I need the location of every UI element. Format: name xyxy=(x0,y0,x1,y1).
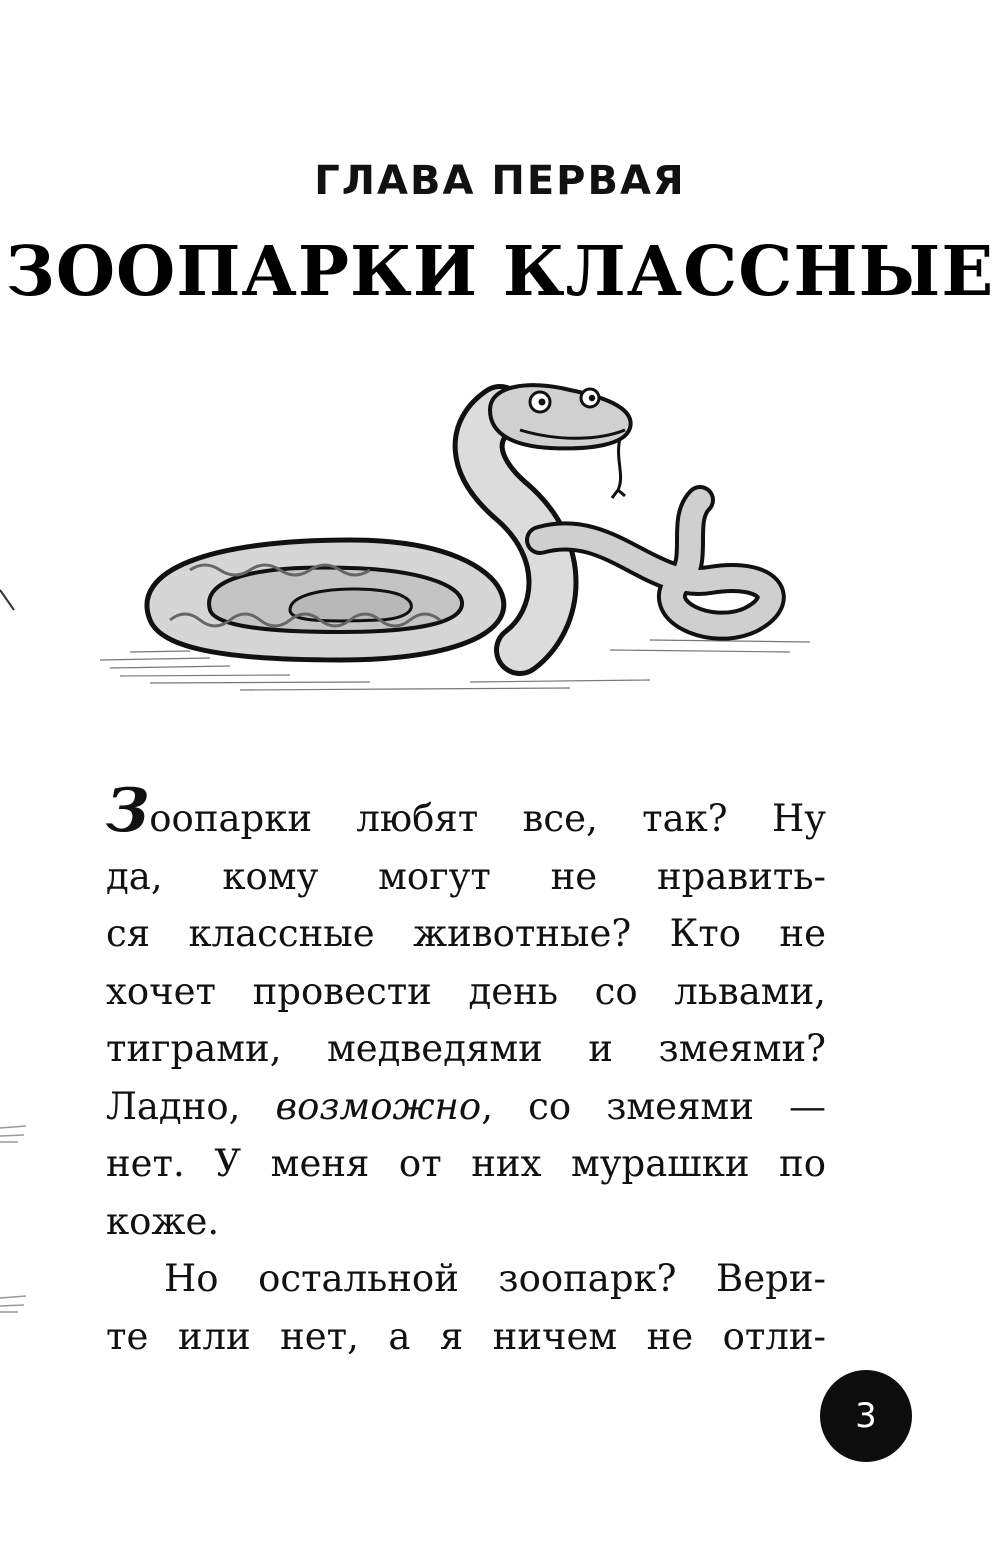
edge-mark xyxy=(0,580,20,620)
text-line: те или нет, а я ничем не отли- xyxy=(106,1314,826,1358)
chapter-label: ГЛАВА ПЕРВАЯ xyxy=(314,158,686,204)
text-line: Но остальной зоопарк? Вери- xyxy=(164,1257,826,1300)
edge-mark xyxy=(0,1290,30,1320)
snake-illustration xyxy=(90,370,830,720)
text-line: коже. xyxy=(106,1199,220,1243)
text-line: Зоопарки любят все, так? Ну xyxy=(106,776,826,846)
text-line: да, кому могут не нравить- xyxy=(106,854,826,898)
text-line: ся классные животные? Кто не xyxy=(106,912,826,955)
text-line: тиграми, медведями и змеями? xyxy=(106,1027,826,1070)
chapter-title: ЗООПАРКИ КЛАССНЫЕ xyxy=(5,232,995,312)
page-number-badge: 3 xyxy=(820,1370,912,1462)
text-line: Ладно, возможно, со змеями — xyxy=(106,1084,826,1128)
text-line: хочет провести день со львами, xyxy=(106,969,826,1013)
text-line: нет. У меня от них мурашки по xyxy=(106,1142,826,1185)
body-text xyxy=(106,776,826,1365)
drop-cap: З xyxy=(106,776,150,846)
edge-mark xyxy=(0,1120,30,1150)
emphasis: возможно xyxy=(275,1084,482,1128)
